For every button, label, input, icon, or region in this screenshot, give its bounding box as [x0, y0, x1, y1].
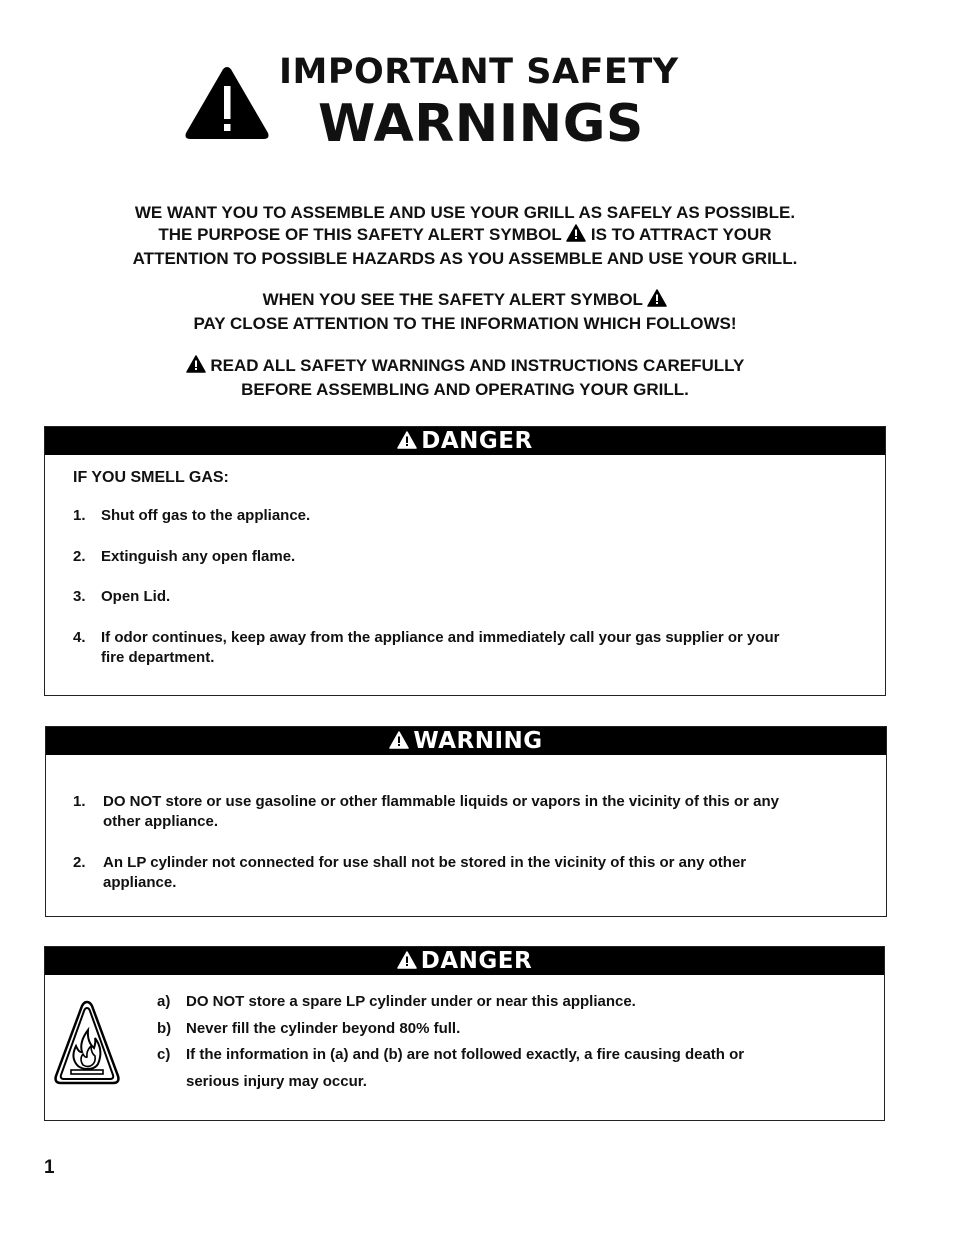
- item-number: 1.: [73, 507, 86, 524]
- page-number: 1: [44, 1157, 55, 1178]
- item-text: Extinguish any open flame.: [101, 548, 296, 565]
- list-item: [73, 853, 873, 895]
- safety-alert-icon: [389, 728, 409, 756]
- danger-header: [45, 947, 884, 975]
- safety-alert-icon: [397, 428, 417, 456]
- item-text: Shut off gas to the appliance.: [101, 507, 311, 524]
- intro-text: READ ALL SAFETY WARNINGS AND INSTRUCTIONS CAREFULLY: [210, 356, 745, 375]
- item-number: a): [157, 993, 171, 1010]
- intro-text: THE PURPOSE OF THIS SAFETY ALERT SYMBOL: [158, 225, 562, 244]
- item-text: serious injury may occur.: [186, 1073, 367, 1090]
- item-number: 4.: [73, 629, 86, 646]
- item-text: fire department.: [101, 649, 215, 666]
- danger-box-gas: [44, 426, 886, 696]
- intro-line: [40, 355, 890, 379]
- intro-text: WHEN YOU SEE THE SAFETY ALERT SYMBOL: [262, 290, 643, 309]
- item-text: other appliance.: [103, 813, 219, 830]
- warning-box-flammables: [45, 726, 887, 917]
- safety-alert-icon: [647, 289, 667, 313]
- danger-header-label: DANGER: [420, 948, 533, 974]
- safety-alert-icon: [566, 224, 586, 248]
- danger-box-cylinder: [44, 946, 885, 1121]
- intro-paragraph-1: [40, 202, 890, 270]
- title-line-2: WARNINGS: [318, 94, 644, 154]
- item-text: DO NOT store or use gasoline or other flammable liquids or vapors in the vicinity of this or any: [103, 793, 779, 810]
- safety-alert-icon: [186, 355, 206, 379]
- item-number: 2.: [73, 854, 86, 871]
- danger-header: [45, 427, 885, 455]
- item-text: Never fill the cylinder beyond 80% full.: [186, 1020, 461, 1037]
- item-text: If odor continues, keep away from the appliance and immediately call your gas supplier or your: [101, 629, 780, 646]
- intro-text: IS TO ATTRACT YOUR: [590, 225, 772, 244]
- item-text: appliance.: [103, 874, 177, 891]
- item-text: If the information in (a) and (b) are not followed exactly, a fire causing death or: [186, 1046, 745, 1063]
- list-item: [157, 1045, 857, 1095]
- item-number: c): [157, 1046, 171, 1063]
- item-text: An LP cylinder not connected for use shall not be stored in the vicinity of this or any other: [103, 854, 747, 871]
- intro-line: ATTENTION TO POSSIBLE HAZARDS AS YOU ASSEMBLE AND USE YOUR GRILL.: [132, 249, 798, 268]
- intro-paragraph-3: [40, 355, 890, 401]
- item-number: b): [157, 1020, 172, 1037]
- item-number: 1.: [73, 793, 86, 810]
- intro-line: BEFORE ASSEMBLING AND OPERATING YOUR GRILL.: [241, 380, 689, 399]
- item-text: Open Lid.: [101, 588, 171, 605]
- intro-line: WE WANT YOU TO ASSEMBLE AND USE YOUR GRILL AS SAFELY AS POSSIBLE.: [134, 203, 796, 222]
- title-line-1: IMPORTANT SAFETY: [279, 52, 679, 92]
- item-text: DO NOT store a spare LP cylinder under or near this appliance.: [186, 993, 636, 1010]
- warning-header: [46, 727, 886, 755]
- list-item: [73, 792, 873, 834]
- list-item: [73, 628, 863, 670]
- warning-header-label: WARNING: [413, 728, 543, 754]
- danger-header-label: DANGER: [421, 428, 533, 454]
- safety-alert-icon: [397, 948, 417, 976]
- gas-subheading: IF YOU SMELL GAS:: [73, 469, 229, 486]
- flammable-fire-icon: [52, 998, 122, 1093]
- intro-line: [40, 224, 890, 248]
- intro-line: [40, 289, 890, 313]
- item-number: 3.: [73, 588, 86, 605]
- intro-paragraph-2: [40, 289, 890, 335]
- item-number: 2.: [73, 548, 86, 565]
- intro-line: PAY CLOSE ATTENTION TO THE INFORMATION WHICH FOLLOWS!: [193, 314, 737, 333]
- warning-triangle-icon: [182, 64, 272, 147]
